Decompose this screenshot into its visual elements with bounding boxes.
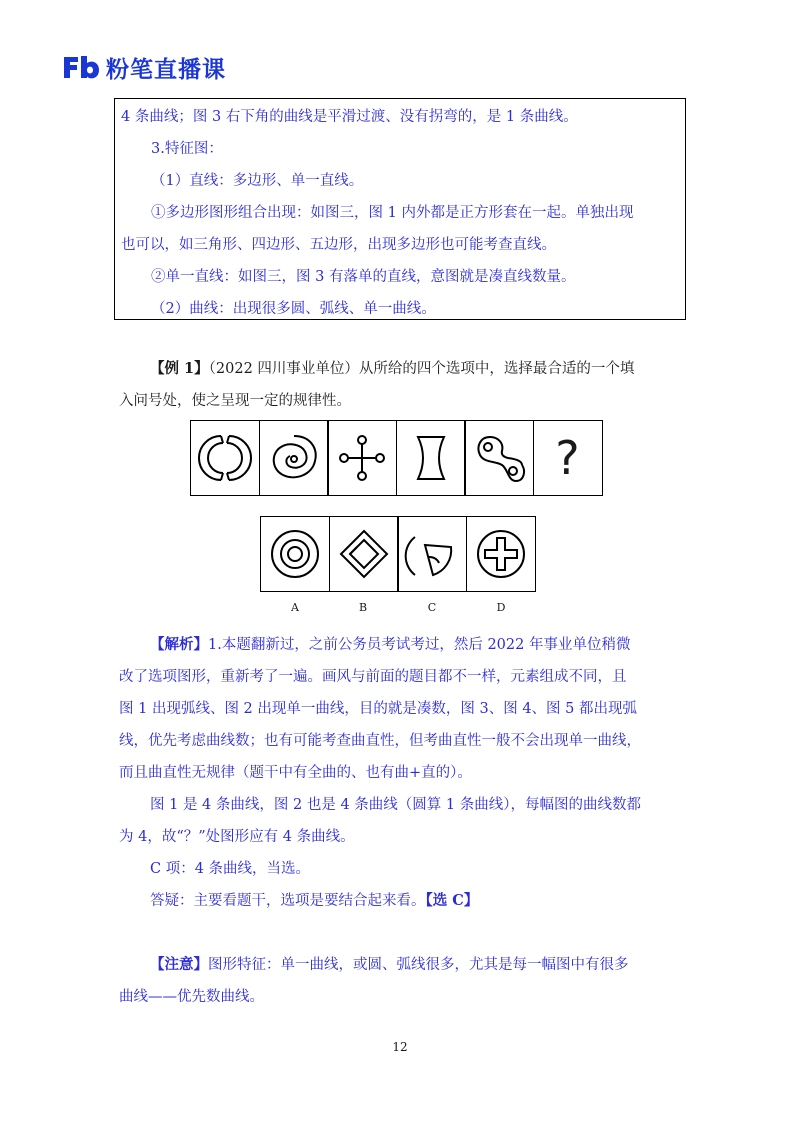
feature-box (114, 98, 686, 320)
page-number: 12 (392, 1040, 408, 1054)
note-line-2: 曲线——优先数曲线。 (119, 989, 264, 1005)
option-d-figure[interactable] (466, 516, 536, 592)
circle-cross-icon (470, 523, 532, 585)
analysis-line-1 (150, 633, 630, 654)
analysis-line-8: C 项：4 条曲线，当选。 (150, 861, 311, 877)
box-line-5: 也可以，如三角形、四边形、五边形，出现多边形也可能考查直线。 (121, 237, 556, 253)
option-label-b: B (358, 601, 368, 614)
header-logo (62, 50, 226, 84)
fenbi-logo-icon (62, 54, 100, 80)
box-line-1: 4 条曲线；图 3 右下角的曲线是平滑过渡、没有拐弯的，是 1 条曲线。 (121, 109, 578, 125)
analysis-line-9 (150, 889, 478, 910)
example-line-2: 入问号处，使之呈现一定的规律性。 (119, 393, 351, 409)
analysis-line-2: 改了选项图形，重新考了一遍。画风与前面的题目都不一样，元素组成不同，且 (119, 669, 627, 685)
question-mark: ? (555, 431, 580, 485)
question-figure-1 (190, 420, 260, 496)
box-line-6: ②单一直线：如图三，图 3 有落单的直线，意图就是凑直线数量。 (151, 269, 576, 285)
option-label-a: A (291, 601, 299, 614)
box-line-2: 3.特征图： (151, 141, 223, 157)
cross-circles-figure-icon (331, 427, 393, 489)
analysis-text-1: 1.本题翻新过，之前公务员考试考过，然后 2022 年事业单位稍微 (208, 637, 631, 653)
question-figure-row (190, 420, 603, 496)
concave-shape-figure-icon (400, 427, 462, 489)
question-figure-4 (396, 420, 466, 496)
s-curve-figure-icon (468, 427, 530, 489)
option-c-figure[interactable] (397, 516, 467, 592)
question-figure-2 (259, 420, 329, 496)
analysis-line-3: 图 1 出现弧线、图 2 出现单一曲线，目的就是凑数，图 3、图 4、图 5 都出现弧 (119, 701, 637, 717)
note-text-1: 图形特征：单一曲线，或圆、弧线很多，尤其是每一幅图中有很多 (208, 957, 629, 973)
analysis-tag: 【解析】 (150, 636, 208, 653)
option-figure-row (260, 516, 536, 592)
analysis-line-7: 为 4，故“？”处图形应有 4 条曲线。 (119, 829, 355, 845)
example-tag: 【例 1】 (150, 360, 209, 377)
example-text-1: （2022 四川事业单位）从所给的四个选项中，选择最合适的一个填 (208, 361, 635, 377)
concentric-circles-icon (264, 523, 326, 585)
arc-sector-icon (401, 523, 463, 585)
question-figure-3 (327, 420, 397, 496)
option-a-figure[interactable] (260, 516, 330, 592)
analysis-line-4: 线，优先考虑曲线数；也有可能考查曲直性，但考曲直性一般不会出现单一曲线， (119, 733, 641, 749)
option-label-d: D (496, 601, 506, 614)
question-figure-unknown (533, 420, 603, 496)
box-line-7: （2）曲线：出现很多圆、弧线、单一曲线。 (151, 301, 436, 317)
note-tag: 【注意】 (150, 956, 208, 973)
brand-name: 粉笔直播课 (106, 56, 226, 83)
option-label-c: C (427, 601, 437, 614)
note-line-1 (150, 953, 629, 974)
box-line-3: （1）直线：多边形、单一直线。 (151, 173, 364, 189)
box-line-4: ①多边形图形组合出现：如图三，图 1 内外都是正方形套在一起。单独出现 (151, 205, 634, 221)
answer-tag: 【选 C】 (425, 892, 479, 909)
analysis-text-9: 答疑：主要看题干，选项是要结合起来看。 (150, 893, 426, 909)
option-b-figure[interactable] (329, 516, 399, 592)
nested-diamonds-icon (333, 523, 395, 585)
analysis-line-6: 图 1 是 4 条曲线，图 2 也是 4 条曲线（圆算 1 条曲线），每幅图的曲线数都 (150, 797, 641, 813)
question-figure-5 (464, 420, 534, 496)
example-line-1 (150, 357, 634, 378)
split-circle-figure-icon (194, 427, 256, 489)
analysis-line-5: 而且曲直性无规律（题干中有全曲的、也有曲+直的）。 (119, 765, 472, 781)
spiral-figure-icon (263, 427, 325, 489)
